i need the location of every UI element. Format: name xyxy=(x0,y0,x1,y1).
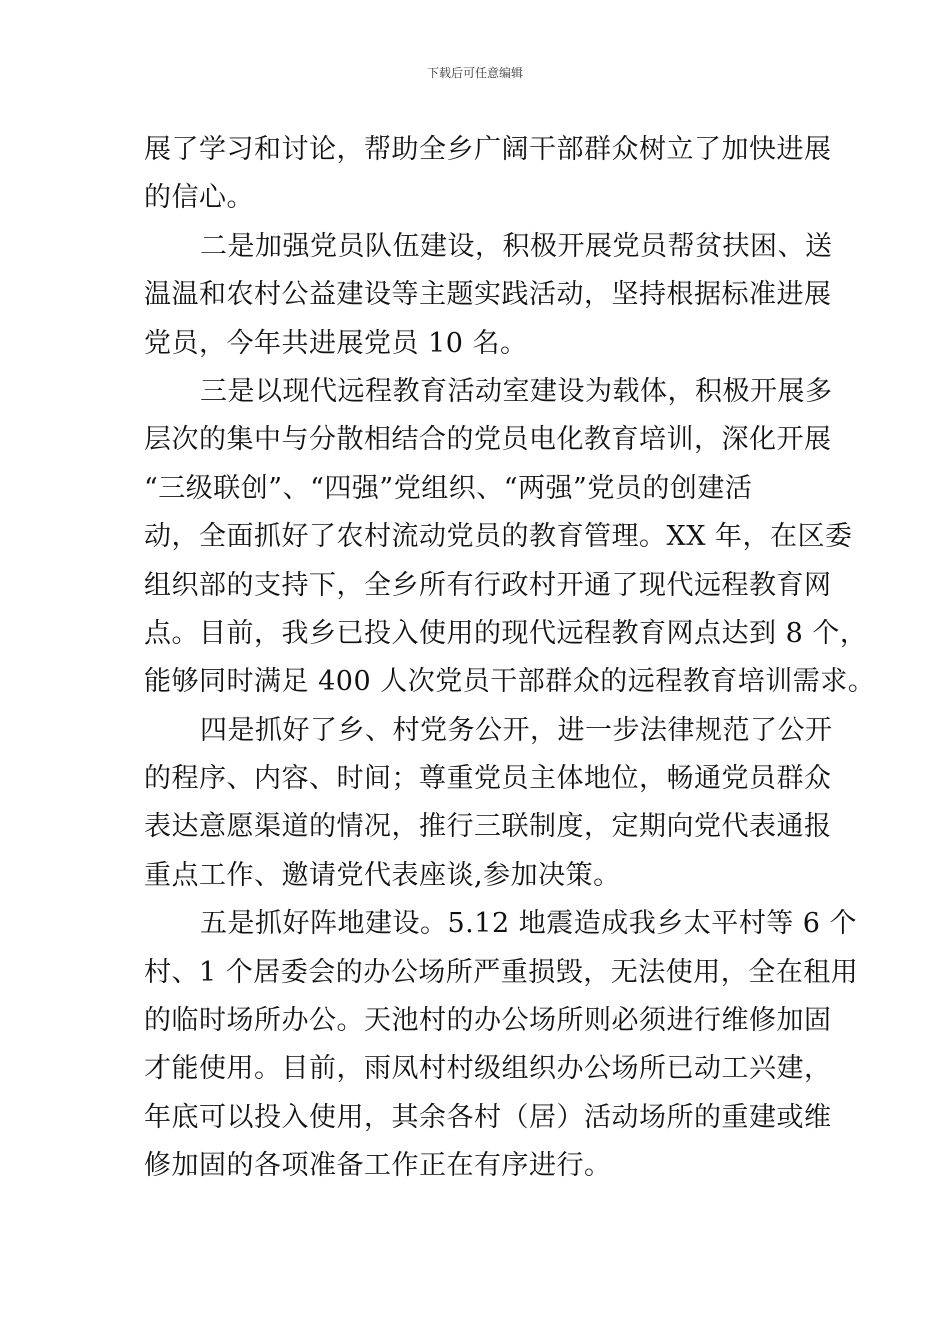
text-line: 动，全面抓好了农村流动党员的教育管理。XX 年，在区委 xyxy=(144,521,853,553)
paragraph-4 xyxy=(144,707,833,901)
text-line: 重点工作、邀请党代表座谈,参加决策。 xyxy=(144,859,621,891)
text-line: 才能使用。目前，雨凤村村级组织办公场所已动工兴建， xyxy=(144,1053,832,1085)
paragraph-3 xyxy=(144,368,876,707)
text-line: 村、1 个居委会的办公场所严重损毁，无法使用，全在租用 xyxy=(144,956,859,988)
text-line: 能够同时满足 400 人次党员干部群众的远程教育培训需求。 xyxy=(144,666,876,698)
text-line: 五是抓好阵地建设。5.12 地震造成我乡太平村等 6 个 xyxy=(200,908,858,940)
document-body xyxy=(144,126,876,1191)
text-line: 组织部的支持下，全乡所有行政村开通了现代远程教育网 xyxy=(144,569,832,601)
text-line: 点。目前，我乡已投入使用的现代远程教育网点达到 8 个， xyxy=(144,617,868,649)
text-line: 年底可以投入使用，其余各村（居）活动场所的重建或维 xyxy=(144,1101,832,1133)
page-header: 下载后可任意编辑 xyxy=(426,66,523,80)
text-line: 温温和农村公益建设等主题实践活动，坚持根据标准进展 xyxy=(144,279,832,311)
text-line: 展了学习和讨论，帮助全乡广阔干部群众树立了加快进展 xyxy=(144,134,832,165)
paragraph-2 xyxy=(144,223,833,368)
text-line: 层次的集中与分散相结合的党员电化教育培训，深化开展 xyxy=(144,424,832,456)
text-line: 表达意愿渠道的情况，推行三联制度，定期向党代表通报 xyxy=(144,811,832,843)
text-line: 二是加强党员队伍建设，积极开展党员帮贫扶困、送 xyxy=(200,230,833,262)
text-line: 四是抓好了乡、村党务公开，进一步法律规范了公开 xyxy=(200,714,833,746)
text-line: 修加固的各项准备工作正在有序进行。 xyxy=(144,1150,612,1182)
text-line: 的临时场所办公。天池村的办公场所则必须进行维修加固 xyxy=(144,1005,832,1037)
text-line: “三级联创”、“四强”党组织、“两强”党员的创建活 xyxy=(144,472,753,504)
paragraph-5 xyxy=(144,900,859,1190)
text-line: 三是以现代远程教育活动室建设为载体，积极开展多 xyxy=(200,375,833,407)
paragraph-1 xyxy=(144,126,832,223)
text-line: 的信心。 xyxy=(144,182,254,214)
text-line: 的程序、内容、时间；尊重党员主体地位，畅通党员群众 xyxy=(144,763,832,795)
text-line: 党员，今年共进展党员 10 名。 xyxy=(144,327,528,359)
